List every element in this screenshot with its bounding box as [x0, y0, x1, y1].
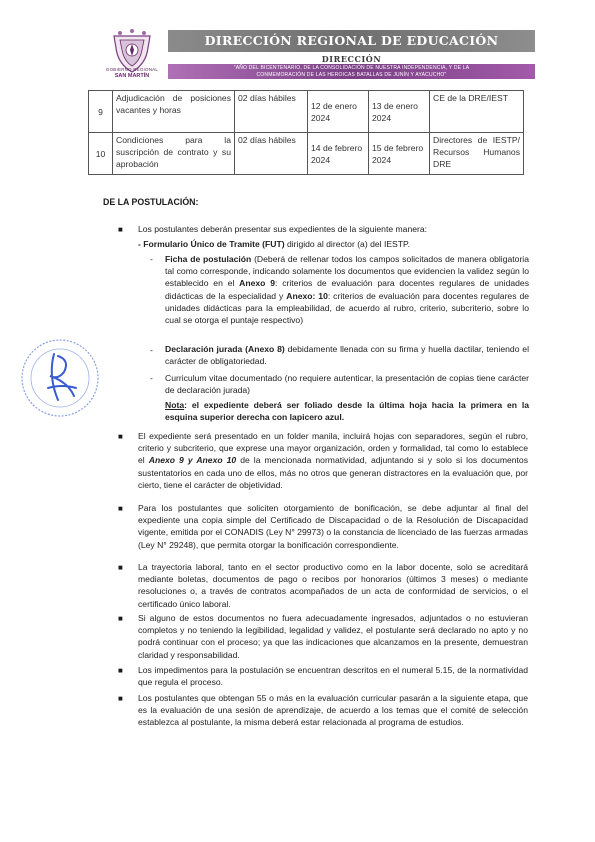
duration-cell: 02 días hábiles — [235, 133, 308, 175]
impediments-paragraph: Los impedimentos para la postulación se encuentran descritos en el numeral 5.15, de la normatividad que regula el proceso. — [138, 665, 528, 688]
start-date-cell: 14 de febrero 2024 — [308, 133, 369, 175]
folder-text: El expediente será presentado en un folder manila, incluirá hojas con separadores, según el rubro, criterio y subcriterio, que exprese una mayor organización, orden y formalidad, tal como lo establece el — [138, 431, 528, 466]
page-title: DIRECCIÓN REGIONAL DE EDUCACIÓN — [168, 30, 535, 52]
bullet-icon: ■ — [118, 504, 123, 513]
table-row — [89, 91, 524, 133]
note-paragraph — [165, 399, 529, 423]
row-number: 10 — [89, 133, 113, 175]
ficha-text: : criterios de evaluación para docentes regulares de unidades didácticas para la empleabilidad, de acuerdo al rubro, criterio, subcriterio, sobre lo cual se otorga el puntaje respectivo) — [165, 290, 529, 326]
official-stamp-signature — [18, 336, 102, 420]
fut-label: - Formulario Único de Tramite (FUT) — [138, 239, 285, 249]
bullet-icon: ■ — [118, 432, 123, 441]
dash-marker: - — [150, 345, 153, 355]
anexo-ref: Anexo 9 y Anexo 10 — [148, 455, 237, 466]
cv-paragraph: Curriculum vitae documentado (no requiere autenticar, la presentación de copias tiene carácter de declaración jurada) — [165, 373, 529, 396]
activity-cell: Condiciones para la suscripción de contrato y su aprobación — [113, 133, 235, 175]
dash-marker: - — [150, 254, 153, 264]
duration-cell: 02 días hábiles — [235, 91, 308, 133]
bullet-icon: ■ — [118, 666, 123, 675]
bullet-icon: ■ — [118, 694, 123, 703]
declaration-text: debidamente llenada con su firma y huella dactilar, teniendo el carácter de obligatoriedad. — [165, 344, 529, 367]
row-number: 9 — [89, 91, 113, 133]
career-paragraph: La trayectoria laboral, tanto en el sector productivo como en la labor docente, solo se acreditará mediante boletas, documentos de pago o recibos por honorarios (últimos 3 meses) o mediante resoluciones o, a través de contratos acompañados de un acta de conformidad de servicios, o el certificado único laboral. — [138, 562, 528, 609]
folder-text: de la mencionada normatividad, adjuntando si y solo si los documentos sustentatorios en cada uno de ellos, más no otros que generan distractores en la evaluación que, por cierto, tiene el carácter de objetividad. — [138, 455, 528, 490]
page-subtitle: DIRECCIÓN — [321, 54, 382, 64]
responsible-cell: Directores de IESTP/ Recursos Humanos DRE — [430, 133, 524, 175]
ficha-paragraph — [165, 253, 529, 326]
validity-paragraph: Si alguno de estos documentos no fuera adecuadamente ingresados, adjuntados o no estuvieran completos y no teniendo la legibilidad, legalidad y validez, el postulante será declarado no apto y no podrá continuar con el proceso; ya que las indicaciones que alcanzamos en la presente, demuestran claridad y responsabilidad. — [138, 613, 528, 660]
declaration-paragraph — [165, 343, 529, 367]
note-text: : el expediente deberá ser foliado desde la última hoja hacia la primera en la esquina superior derecha con lapicero azul. — [165, 400, 529, 423]
schedule-table — [88, 90, 524, 175]
end-date-cell: 13 de enero 2024 — [369, 91, 430, 133]
table-row — [89, 133, 524, 175]
fut-text: dirigido al director (a) del IESTP. — [284, 239, 411, 249]
note-label: Nota — [165, 400, 185, 410]
ficha-text: : criterios de evaluación para docentes regulares de unidades didácticas de la especialidad y — [165, 278, 529, 301]
year-motto-line2: CONMEMORACIÓN DE LAS HEROICAS BATALLAS DE JUNÍN Y AYACUCHO" — [256, 71, 447, 78]
declaration-label: Declaración jurada (Anexo 8) — [165, 344, 285, 354]
logo-name-line2: SAN MARTÍN — [114, 73, 150, 79]
section-title: DE LA POSTULACIÓN: — [103, 197, 199, 207]
anexo9-ref: Anexo 9 — [239, 278, 276, 289]
responsible-cell: CE de la DRE/IEST — [430, 91, 524, 133]
intro-paragraph: Los postulantes deberán presentar sus expedientes de la siguiente manera: — [138, 224, 428, 234]
start-date-cell: 12 de enero 2024 — [308, 91, 369, 133]
bullet-icon: ■ — [118, 225, 123, 234]
bonus-paragraph: Para los postulantes que soliciten otorgamiento de bonificación, se debe adjuntar al final del expediente una copia simple del Certificado de Discapacidad o de la Resolución de Discapacidad vigente, emitida por el CONADIS (Ley N° 29973) o la constancia de licenciado de las fuerzas armadas (Ley N° 29248), que permita otorgar la bonificación correspondiente. — [138, 503, 528, 550]
anexo10-ref: Anexo: 10 — [286, 290, 328, 301]
activity-cell: Adjudicación de posiciones vacantes y horas — [113, 91, 235, 133]
logo-name-line1: GOBIERNO REGIONAL — [105, 67, 159, 72]
year-motto-banner — [168, 64, 535, 79]
dash-marker: - — [150, 373, 153, 383]
bullet-icon: ■ — [118, 563, 123, 572]
folder-paragraph — [138, 430, 528, 491]
ficha-text: (Deberá de rellenar todos los campos solicitados de manera obligatoria tal como corresponde, indicando solamente los documentos que evidencien la validez según lo establecido en el — [165, 254, 529, 289]
score-paragraph: Los postulantes que obtengan 55 o más en la evaluación curricular pasarán a la siguiente etapa, que es la evaluación de una sesión de aprendizaje, de acuerdo a los temas que el comité de selección establezca al postulante, la misma deberá estar relacionada al programa de estudios. — [138, 693, 528, 728]
bullet-icon: ■ — [118, 614, 123, 623]
ficha-label: Ficha de postulación — [165, 254, 252, 264]
end-date-cell: 15 de febrero 2024 — [369, 133, 430, 175]
fut-line — [138, 238, 528, 250]
year-motto-line1: "AÑO DEL BICENTENARIO, DE LA CONSOLIDACIÓN DE NUESTRA INDEPENDENCIA, Y DE LA — [233, 65, 470, 71]
